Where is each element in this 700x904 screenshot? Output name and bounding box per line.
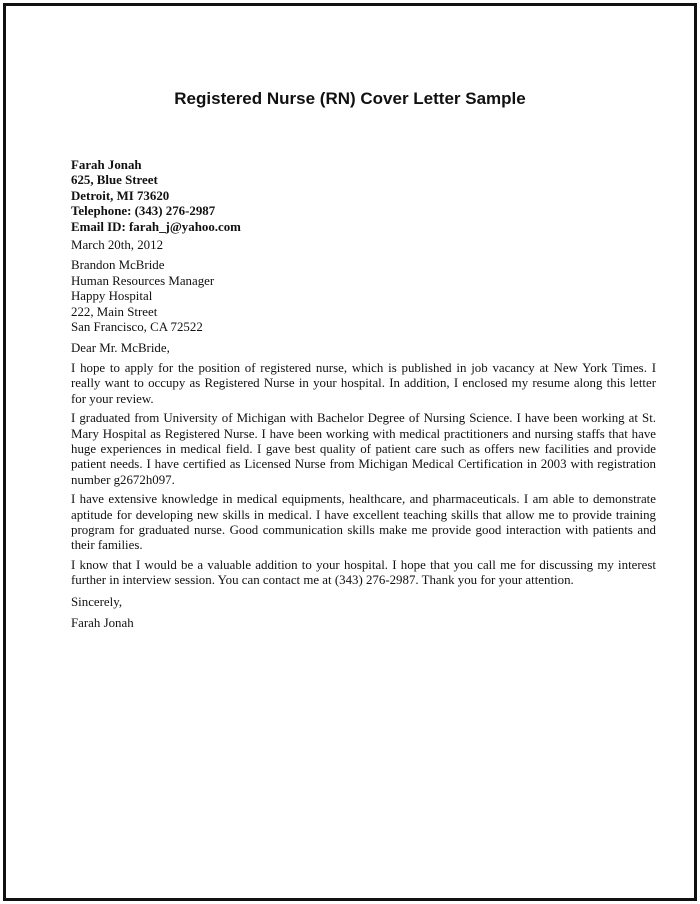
sender-name: Farah Jonah: [71, 158, 142, 172]
paragraph-skills: I have extensive knowledge in medical equipments, healthcare, and pharmaceuticals. I am able to demonstrate aptitude for developing new skills in medical. I have excellent teaching skills that allow me to provide training program for graduated nurse. Good communication skills make me provide good interaction with patients and their families.: [71, 492, 656, 553]
recipient-company: Happy Hospital: [71, 289, 153, 304]
sender-city: Detroit, MI 73620: [71, 188, 170, 203]
document-frame: [3, 3, 697, 901]
letter-body: [71, 158, 656, 631]
paragraph-conclusion: I know that I would be a valuable addition to your hospital. I hope that you call me for discussing my interest further in interview session. You can contact me at (343) 276-2987. Thank you for your attention.: [71, 557, 656, 588]
sender-street: 625, Blue Street: [71, 173, 158, 188]
sender-telephone: Telephone: (343) 276-2987: [71, 204, 216, 219]
signature-name: Farah Jonah: [71, 615, 134, 630]
sender-email: Email ID: farah_j@yahoo.com: [71, 219, 241, 234]
paragraph-education: I graduated from University of Michigan with Bachelor Degree of Nursing Science. I have been working at St. Mary Hospital as Registered Nurse. I have been working with medical practitioners and nursing staffs that have huge experiences in medical field. I gave best quality of patient care such as offers new facilities and provide patient needs. I have certified as Licensed Nurse from Michigan Medical Certification in 2003 with registration number g2672h097.: [71, 411, 656, 487]
recipient-city: San Francisco, CA 72522: [71, 320, 203, 335]
salutation: Dear Mr. McBride,: [71, 341, 170, 356]
closing: Sincerely,: [71, 594, 123, 609]
document-title: Registered Nurse (RN) Cover Letter Sample: [174, 89, 526, 108]
recipient-street: 222, Main Street: [71, 304, 158, 319]
letter-date: March 20th, 2012: [71, 238, 164, 253]
recipient-name: Brandon McBride: [71, 258, 165, 273]
recipient-position: Human Resources Manager: [71, 273, 215, 288]
recipient-address: [71, 258, 656, 335]
paragraph-application: I hope to apply for the position of registered nurse, which is published in job vacancy at New York Times. I really want to occupy as Registered Nurse in your hospital. In addition, I enclosed my resume along this letter for your review.: [71, 360, 656, 406]
sender-address: [71, 158, 656, 235]
